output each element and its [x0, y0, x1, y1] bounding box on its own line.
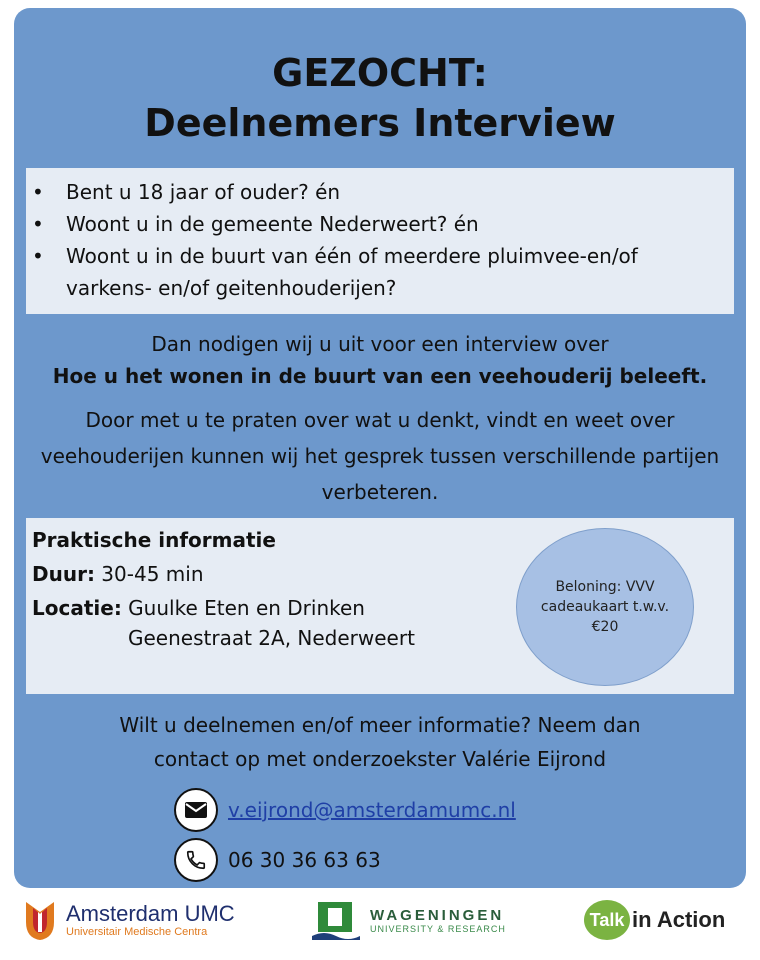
criteria-item [26, 208, 734, 240]
criteria-text: Woont u in de buurt van één of meerdere pluimvee-en/of varkens- en/of geitenhouderijen? [66, 244, 638, 300]
umc-name: Amsterdam UMC [66, 901, 235, 926]
invite-line-2: Hoe u het wonen in de buurt van een veehouderij beleeft. [52, 364, 708, 388]
email-link[interactable]: v.eijrond@amsterdamumc.nl [228, 798, 516, 822]
location-row [32, 596, 365, 620]
reward-badge [516, 528, 694, 686]
poster [14, 8, 746, 888]
criteria-text: Woont u in de gemeente Nederweert? én [66, 212, 479, 236]
wur-subtitle: UNIVERSITY & RESEARCH [370, 923, 506, 934]
umc-subtitle: Universitair Medische Centra [66, 926, 208, 938]
duration-value: 30-45 min [94, 562, 204, 586]
practical-info-panel [26, 518, 734, 694]
logo-bar [0, 890, 760, 960]
wur-name: WAGENINGEN [370, 906, 505, 924]
explanation-text: Door met u te praten over wat u denkt, vindt en weet over veehouderijen kunnen wij het gesprek tussen verschillende partijen verbeteren. [40, 408, 720, 504]
talk-in-action-text: in Action [632, 907, 726, 932]
criteria-item [26, 176, 734, 208]
wur-emblem-icon [312, 898, 360, 942]
bullet-icon: • [32, 244, 44, 268]
title-line-1: GEZOCHT: [272, 51, 488, 95]
duration-label: Duur: [32, 562, 95, 586]
tulip-icon [22, 898, 58, 942]
phone-row [174, 838, 381, 882]
contact-line-2: contact op met onderzoekster Valérie Eijrond [153, 747, 607, 771]
phone-icon [174, 838, 218, 882]
invite-line-1: Dan nodigen wij u uit voor een interview over [151, 332, 609, 356]
mail-icon [174, 788, 218, 832]
talk-in-action-logo [584, 900, 725, 940]
criteria-text: Bent u 18 jaar of ouder? én [66, 180, 341, 204]
criteria-panel [26, 168, 734, 314]
reward-text: Beloning: VVV cadeaukaart t.w.v. €20 [540, 579, 670, 635]
email-row [174, 788, 516, 832]
duration-row [32, 562, 204, 586]
page-title [14, 48, 746, 148]
title-line-2: Deelnemers Interview [144, 101, 616, 145]
practical-heading: Praktische informatie [32, 528, 276, 552]
contact-line-1: Wilt u deelnemen en/of meer informatie? Neem dan [119, 713, 641, 737]
bullet-icon: • [32, 212, 44, 236]
talk-bubble-icon: Talk [584, 900, 630, 940]
location-value: Guulke Eten en Drinken [121, 596, 365, 620]
wageningen-logo [312, 898, 506, 942]
bullet-icon: • [32, 180, 44, 204]
contact-text [14, 708, 746, 776]
location-address: Geenestraat 2A, Nederweert [128, 626, 415, 650]
amsterdam-umc-logo [22, 898, 235, 942]
criteria-item [26, 240, 734, 304]
phone-number: 06 30 36 63 63 [228, 848, 381, 872]
location-label: Locatie: [32, 596, 122, 620]
invite-text [14, 328, 746, 392]
criteria-list [26, 168, 734, 304]
